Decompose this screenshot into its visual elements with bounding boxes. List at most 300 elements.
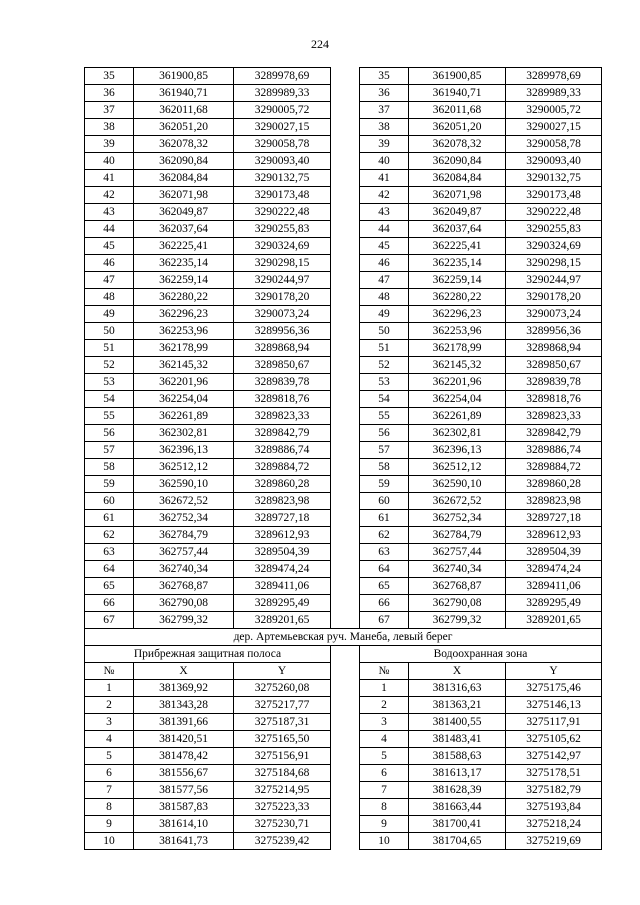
- x-coordinate: 362296,23: [134, 306, 234, 323]
- column-gap: [331, 459, 360, 476]
- column-gap: [331, 340, 360, 357]
- y-coordinate: 3275146,13: [506, 697, 602, 714]
- column-gap: [331, 799, 360, 816]
- point-number: 52: [85, 357, 134, 374]
- page-number: 224: [311, 37, 329, 51]
- y-coordinate: 3289839,78: [506, 374, 602, 391]
- point-number: 35: [360, 68, 409, 85]
- y-coordinate: 3275184,68: [234, 765, 331, 782]
- point-number: 38: [360, 119, 409, 136]
- y-coordinate: 3289989,33: [506, 85, 602, 102]
- table-row: [85, 306, 602, 323]
- table-row: [85, 272, 602, 289]
- table-row: [85, 374, 602, 391]
- table-row: [85, 255, 602, 272]
- table-row: [85, 765, 602, 782]
- x-coordinate: 362757,44: [134, 544, 234, 561]
- column-gap: [331, 476, 360, 493]
- point-number: 53: [360, 374, 409, 391]
- y-coordinate: 3289823,33: [506, 408, 602, 425]
- y-coordinate: 3289727,18: [506, 510, 602, 527]
- point-number: 36: [85, 85, 134, 102]
- point-number: 61: [85, 510, 134, 527]
- point-number: 40: [85, 153, 134, 170]
- y-coordinate: 3290255,83: [506, 221, 602, 238]
- x-coordinate: 362280,22: [409, 289, 506, 306]
- table-row: [85, 136, 602, 153]
- x-coordinate: 362752,34: [134, 510, 234, 527]
- x-coordinate: 362790,08: [409, 595, 506, 612]
- x-coordinate: 362084,84: [134, 170, 234, 187]
- column-gap: [331, 527, 360, 544]
- column-gap: [331, 119, 360, 136]
- table-row: [85, 782, 602, 799]
- point-number: 9: [360, 816, 409, 833]
- y-coordinate: 3289823,98: [506, 493, 602, 510]
- upper-section: [85, 68, 602, 629]
- table-row: [85, 289, 602, 306]
- y-coordinate: 3275260,08: [234, 680, 331, 697]
- left-x-header: X: [134, 663, 234, 680]
- x-coordinate: 362740,34: [409, 561, 506, 578]
- column-gap: [331, 833, 360, 850]
- table-row: [85, 408, 602, 425]
- point-number: 6: [360, 765, 409, 782]
- point-number: 10: [85, 833, 134, 850]
- point-number: 54: [85, 391, 134, 408]
- x-coordinate: 381700,41: [409, 816, 506, 833]
- y-coordinate: 3289842,79: [506, 425, 602, 442]
- y-coordinate: 3290222,48: [506, 204, 602, 221]
- x-coordinate: 362799,32: [409, 612, 506, 629]
- column-gap: [331, 663, 360, 680]
- point-number: 44: [360, 221, 409, 238]
- y-coordinate: 3289201,65: [506, 612, 602, 629]
- table-row: [85, 493, 602, 510]
- x-coordinate: 362768,87: [134, 578, 234, 595]
- point-number: 41: [360, 170, 409, 187]
- y-coordinate: 3290005,72: [506, 102, 602, 119]
- table-row: [85, 561, 602, 578]
- x-coordinate: 362512,12: [134, 459, 234, 476]
- point-number: 49: [85, 306, 134, 323]
- table-row: [85, 527, 602, 544]
- point-number: 51: [85, 340, 134, 357]
- y-coordinate: 3289839,78: [234, 374, 331, 391]
- x-coordinate: 362235,14: [409, 255, 506, 272]
- x-coordinate: 381391,66: [134, 714, 234, 731]
- point-number: 5: [360, 748, 409, 765]
- point-number: 60: [85, 493, 134, 510]
- y-coordinate: 3290132,75: [234, 170, 331, 187]
- point-number: 42: [85, 187, 134, 204]
- column-gap: [331, 765, 360, 782]
- point-number: 64: [360, 561, 409, 578]
- point-number: 46: [85, 255, 134, 272]
- column-gap: [331, 561, 360, 578]
- y-coordinate: 3275193,84: [506, 799, 602, 816]
- y-coordinate: 3275142,97: [506, 748, 602, 765]
- point-number: 51: [360, 340, 409, 357]
- y-coordinate: 3290073,24: [234, 306, 331, 323]
- section-header: [85, 629, 602, 680]
- y-coordinate: 3289850,67: [506, 357, 602, 374]
- x-coordinate: 362071,98: [134, 187, 234, 204]
- y-coordinate: 3290027,15: [506, 119, 602, 136]
- point-number: 63: [85, 544, 134, 561]
- column-gap: [331, 136, 360, 153]
- point-number: 59: [360, 476, 409, 493]
- x-coordinate: 362253,96: [409, 323, 506, 340]
- point-number: 65: [360, 578, 409, 595]
- y-coordinate: 3290073,24: [506, 306, 602, 323]
- y-coordinate: 3290058,78: [506, 136, 602, 153]
- x-coordinate: 362259,14: [409, 272, 506, 289]
- point-number: 55: [360, 408, 409, 425]
- column-gap: [331, 816, 360, 833]
- point-number: 7: [85, 782, 134, 799]
- x-coordinate: 381704,65: [409, 833, 506, 850]
- x-coordinate: 381369,92: [134, 680, 234, 697]
- y-coordinate: 3290132,75: [506, 170, 602, 187]
- point-number: 45: [85, 238, 134, 255]
- x-coordinate: 361900,85: [409, 68, 506, 85]
- x-coordinate: 362784,79: [409, 527, 506, 544]
- x-coordinate: 362590,10: [134, 476, 234, 493]
- point-number: 66: [85, 595, 134, 612]
- x-coordinate: 362672,52: [409, 493, 506, 510]
- y-coordinate: 3275239,42: [234, 833, 331, 850]
- y-coordinate: 3290255,83: [234, 221, 331, 238]
- point-number: 62: [360, 527, 409, 544]
- point-number: 67: [85, 612, 134, 629]
- x-coordinate: 381478,42: [134, 748, 234, 765]
- x-coordinate: 362396,13: [134, 442, 234, 459]
- y-coordinate: 3289850,67: [234, 357, 331, 374]
- right-y-header: Y: [506, 663, 602, 680]
- column-gap: [331, 442, 360, 459]
- point-number: 45: [360, 238, 409, 255]
- point-number: 48: [360, 289, 409, 306]
- y-coordinate: 3290178,20: [506, 289, 602, 306]
- x-coordinate: 381628,39: [409, 782, 506, 799]
- y-coordinate: 3290324,69: [506, 238, 602, 255]
- column-gap: [331, 493, 360, 510]
- x-coordinate: 361900,85: [134, 68, 234, 85]
- point-number: 4: [360, 731, 409, 748]
- column-gap: [331, 238, 360, 255]
- y-coordinate: 3289886,74: [506, 442, 602, 459]
- table-row: [85, 425, 602, 442]
- table-row: [85, 510, 602, 527]
- point-number: 41: [85, 170, 134, 187]
- point-number: 67: [360, 612, 409, 629]
- x-coordinate: 381577,56: [134, 782, 234, 799]
- x-coordinate: 381483,41: [409, 731, 506, 748]
- y-coordinate: 3275165,50: [234, 731, 331, 748]
- point-number: 3: [360, 714, 409, 731]
- point-number: 39: [85, 136, 134, 153]
- point-number: 50: [360, 323, 409, 340]
- point-number: 52: [360, 357, 409, 374]
- x-coordinate: 362784,79: [134, 527, 234, 544]
- table-row: [85, 731, 602, 748]
- y-coordinate: 3289295,49: [234, 595, 331, 612]
- lower-section: [85, 680, 602, 850]
- table-row: [85, 816, 602, 833]
- y-coordinate: 3290027,15: [234, 119, 331, 136]
- point-number: 62: [85, 527, 134, 544]
- y-coordinate: 3289818,76: [234, 391, 331, 408]
- x-coordinate: 362757,44: [409, 544, 506, 561]
- table-row: [85, 187, 602, 204]
- y-coordinate: 3275218,24: [506, 816, 602, 833]
- table-row: [85, 85, 602, 102]
- section-title: дер. Артемьевская руч. Манеба, левый берег: [85, 629, 602, 646]
- y-coordinate: 3290244,97: [506, 272, 602, 289]
- column-gap: [331, 187, 360, 204]
- x-coordinate: 381663,44: [409, 799, 506, 816]
- x-coordinate: 362178,99: [134, 340, 234, 357]
- y-coordinate: 3289978,69: [506, 68, 602, 85]
- point-number: 2: [360, 697, 409, 714]
- column-gap: [331, 153, 360, 170]
- x-coordinate: 362254,04: [134, 391, 234, 408]
- point-number: 60: [360, 493, 409, 510]
- point-number: 59: [85, 476, 134, 493]
- point-number: 58: [360, 459, 409, 476]
- table-row: [85, 544, 602, 561]
- table-row: [85, 357, 602, 374]
- y-coordinate: 3290173,48: [234, 187, 331, 204]
- x-coordinate: 362011,68: [409, 102, 506, 119]
- y-coordinate: 3289295,49: [506, 595, 602, 612]
- point-number: 43: [360, 204, 409, 221]
- point-number: 35: [85, 68, 134, 85]
- y-coordinate: 3290298,15: [234, 255, 331, 272]
- point-number: 38: [85, 119, 134, 136]
- point-number: 46: [360, 255, 409, 272]
- y-coordinate: 3290178,20: [234, 289, 331, 306]
- table-row: [85, 170, 602, 187]
- x-coordinate: 362037,64: [134, 221, 234, 238]
- x-coordinate: 381363,21: [409, 697, 506, 714]
- point-number: 64: [85, 561, 134, 578]
- y-coordinate: 3290093,40: [234, 153, 331, 170]
- x-coordinate: 362740,34: [134, 561, 234, 578]
- x-coordinate: 361940,71: [409, 85, 506, 102]
- point-number: 6: [85, 765, 134, 782]
- column-gap: [331, 204, 360, 221]
- point-number: 5: [85, 748, 134, 765]
- column-gap: [331, 748, 360, 765]
- point-number: 42: [360, 187, 409, 204]
- x-coordinate: 362090,84: [409, 153, 506, 170]
- point-number: 57: [85, 442, 134, 459]
- point-number: 37: [360, 102, 409, 119]
- x-coordinate: 362302,81: [134, 425, 234, 442]
- y-coordinate: 3289612,93: [506, 527, 602, 544]
- table-row: [85, 697, 602, 714]
- x-coordinate: 362799,32: [134, 612, 234, 629]
- x-coordinate: 362590,10: [409, 476, 506, 493]
- point-number: 7: [360, 782, 409, 799]
- table-row: [85, 476, 602, 493]
- y-coordinate: 3289612,93: [234, 527, 331, 544]
- point-number: 43: [85, 204, 134, 221]
- y-coordinate: 3275178,51: [506, 765, 602, 782]
- table-row: [85, 204, 602, 221]
- table-row: [85, 714, 602, 731]
- x-coordinate: 381614,10: [134, 816, 234, 833]
- x-coordinate: 361940,71: [134, 85, 234, 102]
- y-coordinate: 3289842,79: [234, 425, 331, 442]
- y-coordinate: 3289989,33: [234, 85, 331, 102]
- column-gap: [331, 425, 360, 442]
- point-number: 65: [85, 578, 134, 595]
- column-gap: [331, 714, 360, 731]
- point-number: 50: [85, 323, 134, 340]
- x-coordinate: 362672,52: [134, 493, 234, 510]
- y-coordinate: 3289411,06: [506, 578, 602, 595]
- coordinates-table: [84, 67, 602, 850]
- y-coordinate: 3289727,18: [234, 510, 331, 527]
- column-gap: [331, 221, 360, 238]
- point-number: 40: [360, 153, 409, 170]
- y-coordinate: 3289504,39: [506, 544, 602, 561]
- y-coordinate: 3289886,74: [234, 442, 331, 459]
- point-number: 10: [360, 833, 409, 850]
- point-number: 61: [360, 510, 409, 527]
- column-gap: [331, 578, 360, 595]
- column-gap: [331, 374, 360, 391]
- table-row: [85, 459, 602, 476]
- table-row: [85, 578, 602, 595]
- column-gap: [331, 646, 360, 663]
- column-gap: [331, 408, 360, 425]
- x-coordinate: 362051,20: [409, 119, 506, 136]
- x-coordinate: 381556,67: [134, 765, 234, 782]
- right-zone-title: Водоохранная зона: [360, 646, 602, 663]
- y-coordinate: 3275105,62: [506, 731, 602, 748]
- column-gap: [331, 323, 360, 340]
- x-coordinate: 381420,51: [134, 731, 234, 748]
- y-coordinate: 3275187,31: [234, 714, 331, 731]
- column-gap: [331, 612, 360, 629]
- point-number: 4: [85, 731, 134, 748]
- y-coordinate: 3290298,15: [506, 255, 602, 272]
- y-coordinate: 3275156,91: [234, 748, 331, 765]
- y-coordinate: 3289884,72: [506, 459, 602, 476]
- point-number: 3: [85, 714, 134, 731]
- y-coordinate: 3290324,69: [234, 238, 331, 255]
- y-coordinate: 3275223,33: [234, 799, 331, 816]
- x-coordinate: 362261,89: [409, 408, 506, 425]
- x-coordinate: 362145,32: [134, 357, 234, 374]
- y-coordinate: 3289201,65: [234, 612, 331, 629]
- x-coordinate: 362051,20: [134, 119, 234, 136]
- y-coordinate: 3275219,69: [506, 833, 602, 850]
- point-number: 8: [85, 799, 134, 816]
- y-coordinate: 3289474,24: [506, 561, 602, 578]
- column-gap: [331, 391, 360, 408]
- x-coordinate: 362178,99: [409, 340, 506, 357]
- x-coordinate: 362261,89: [134, 408, 234, 425]
- table-row: [85, 748, 602, 765]
- x-coordinate: 362071,98: [409, 187, 506, 204]
- x-coordinate: 362302,81: [409, 425, 506, 442]
- point-number: 53: [85, 374, 134, 391]
- point-number: 56: [85, 425, 134, 442]
- point-number: 66: [360, 595, 409, 612]
- column-gap: [331, 357, 360, 374]
- column-gap: [331, 731, 360, 748]
- table-row: [85, 612, 602, 629]
- y-coordinate: 3275214,95: [234, 782, 331, 799]
- x-coordinate: 362280,22: [134, 289, 234, 306]
- table-row: [85, 799, 602, 816]
- x-coordinate: 362768,87: [409, 578, 506, 595]
- point-number: 8: [360, 799, 409, 816]
- x-coordinate: 362049,87: [409, 204, 506, 221]
- y-coordinate: 3290222,48: [234, 204, 331, 221]
- y-coordinate: 3275175,46: [506, 680, 602, 697]
- right-num-header: №: [360, 663, 409, 680]
- x-coordinate: 362254,04: [409, 391, 506, 408]
- x-coordinate: 362396,13: [409, 442, 506, 459]
- y-coordinate: 3289978,69: [234, 68, 331, 85]
- x-coordinate: 362790,08: [134, 595, 234, 612]
- x-coordinate: 362201,96: [134, 374, 234, 391]
- y-coordinate: 3289956,36: [234, 323, 331, 340]
- y-coordinate: 3290058,78: [234, 136, 331, 153]
- table-row: [85, 221, 602, 238]
- y-coordinate: 3289884,72: [234, 459, 331, 476]
- y-coordinate: 3289868,94: [506, 340, 602, 357]
- y-coordinate: 3289823,33: [234, 408, 331, 425]
- y-coordinate: 3289474,24: [234, 561, 331, 578]
- point-number: 54: [360, 391, 409, 408]
- x-coordinate: 362225,41: [134, 238, 234, 255]
- x-coordinate: 362225,41: [409, 238, 506, 255]
- table-row: [85, 238, 602, 255]
- left-num-header: №: [85, 663, 134, 680]
- x-coordinate: 381641,73: [134, 833, 234, 850]
- x-coordinate: 362049,87: [134, 204, 234, 221]
- y-coordinate: 3290093,40: [506, 153, 602, 170]
- x-coordinate: 362235,14: [134, 255, 234, 272]
- table-row: [85, 595, 602, 612]
- column-gap: [331, 544, 360, 561]
- column-gap: [331, 272, 360, 289]
- y-coordinate: 3289823,98: [234, 493, 331, 510]
- point-number: 39: [360, 136, 409, 153]
- point-number: 57: [360, 442, 409, 459]
- table-row: [85, 680, 602, 697]
- y-coordinate: 3289411,06: [234, 578, 331, 595]
- point-number: 56: [360, 425, 409, 442]
- column-gap: [331, 289, 360, 306]
- y-coordinate: 3289868,94: [234, 340, 331, 357]
- column-gap: [331, 255, 360, 272]
- right-x-header: X: [409, 663, 506, 680]
- x-coordinate: 362090,84: [134, 153, 234, 170]
- point-number: 1: [360, 680, 409, 697]
- y-coordinate: 3289860,28: [234, 476, 331, 493]
- x-coordinate: 362201,96: [409, 374, 506, 391]
- y-coordinate: 3289818,76: [506, 391, 602, 408]
- x-coordinate: 362078,32: [134, 136, 234, 153]
